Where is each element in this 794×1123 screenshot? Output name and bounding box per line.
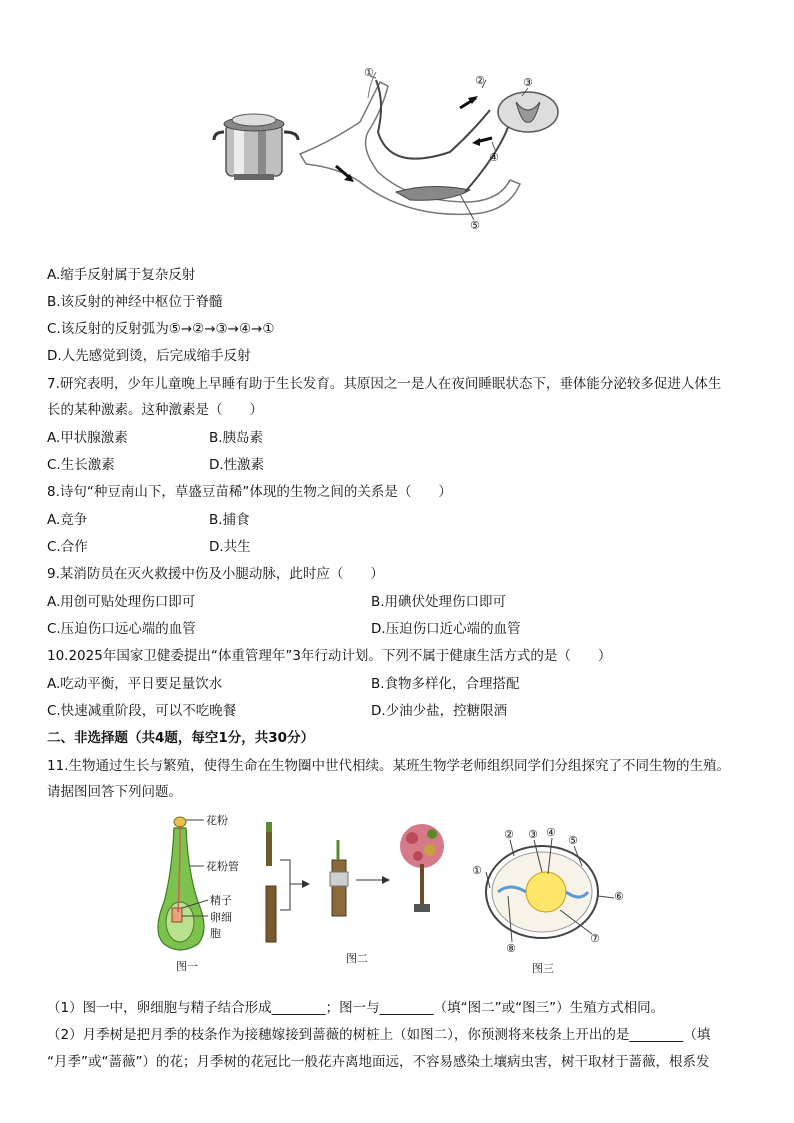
egg-label-6: ⑥ bbox=[614, 890, 624, 903]
q10-option-a: A.吃动平衡，平日要足量饮水 bbox=[47, 676, 223, 692]
q8-stem: 8.诗句“种豆南山下，草盛豆苗稀”体现的生物之间的关系是（ ） bbox=[47, 484, 452, 500]
q9-option-c: C.压迫伤口远心端的血管 bbox=[47, 621, 196, 637]
q9-option-a: A.用创可贴处理伤口即可 bbox=[47, 594, 196, 610]
label-egg-2: 胞 bbox=[210, 927, 221, 940]
q8-option-a: A.竞争 bbox=[47, 512, 88, 528]
label-pollen-tube: 花粉管 bbox=[206, 860, 239, 873]
figure-two bbox=[260, 820, 460, 970]
q11-sub1: （1）图一中，卵细胞与精子结合形成________；图一与________（填“图二”或“图三”）生殖方式相同。 bbox=[47, 1000, 665, 1016]
reflex-arc-figure bbox=[210, 62, 590, 242]
egg-label-5: ⑤ bbox=[568, 834, 578, 847]
q11-sub2-line2: “月季”或“蔷薇”）的花；月季树的花冠比一般花卉离地面远，不容易感染土壤病虫害，树干取材于蔷薇，根系发 bbox=[47, 1054, 710, 1070]
egg-label-8: ⑧ bbox=[506, 942, 516, 955]
q6-option-d: D.人先感觉到烫，后完成缩手反射 bbox=[47, 348, 251, 364]
q10-option-d: D.少油少盐，控糖限酒 bbox=[371, 703, 508, 719]
reflex-label-4: ④ bbox=[489, 151, 499, 164]
figure-one-caption: 图一 bbox=[176, 960, 198, 973]
q7-option-a: A.甲状腺激素 bbox=[47, 430, 128, 446]
q6-option-b: B.该反射的神经中枢位于脊髓 bbox=[47, 294, 223, 310]
reflex-label-1: ① bbox=[364, 66, 374, 79]
grafting-drawing bbox=[260, 820, 460, 970]
egg-label-3: ③ bbox=[528, 828, 538, 841]
q11-stem-line1: 11.生物通过生长与繁殖，使得生命在生物圈中世代相续。某班生物学老师组织同学们分组探究了不同生物的生殖。 bbox=[47, 758, 730, 774]
label-sperm: 精子 bbox=[210, 894, 232, 907]
reflex-label-3: ③ bbox=[523, 76, 533, 89]
reflex-arc-drawing bbox=[210, 62, 590, 242]
q7-stem-line1: 7.研究表明，少年儿童晚上早睡有助于生长发育。其原因之一是人在夜间睡眠状态下，垂体能分泌较多促进人体生 bbox=[47, 376, 722, 392]
q8-option-d: D.共生 bbox=[209, 539, 251, 555]
q6-option-a: A.缩手反射属于复杂反射 bbox=[47, 267, 196, 283]
q9-stem: 9.某消防员在灭火救援中伤及小腿动脉，此时应（ ） bbox=[47, 566, 384, 582]
label-egg-1: 卵细 bbox=[210, 911, 232, 924]
reflex-label-2: ② bbox=[475, 74, 485, 87]
q9-option-b: B.用碘伏处理伤口即可 bbox=[371, 594, 507, 610]
q6-option-c: C.该反射的反射弧为⑤→②→③→④→① bbox=[47, 321, 275, 337]
q9-option-d: D.压迫伤口近心端的血管 bbox=[371, 621, 521, 637]
egg-label-7: ⑦ bbox=[590, 932, 600, 945]
q11-sub2-line1: （2）月季树是把月季的枝条作为接穗嫁接到蔷薇的树桩上（如图二），你预测将来枝条上开出的是________（填 bbox=[47, 1027, 711, 1043]
q7-stem-line2: 长的某种激素。这种激素是（ ） bbox=[47, 402, 263, 418]
label-pollen: 花粉 bbox=[206, 814, 228, 827]
figure-one bbox=[150, 812, 270, 972]
q8-option-c: C.合作 bbox=[47, 539, 88, 555]
q7-option-c: C.生长激素 bbox=[47, 457, 115, 473]
figure-two-caption: 图二 bbox=[346, 952, 368, 965]
q10-stem: 10.2025年国家卫健委提出“体重管理年”3年行动计划。下列不属于健康生活方式的是（ ） bbox=[47, 648, 612, 664]
section-heading: 二、非选择题（共4题，每空1分，共30分） bbox=[47, 730, 315, 746]
q11-stem-line2: 请据图回答下列问题。 bbox=[47, 784, 182, 800]
figure-three-caption: 图三 bbox=[532, 962, 554, 975]
egg-label-2: ② bbox=[504, 828, 514, 841]
figure-three bbox=[470, 826, 640, 976]
q8-option-b: B.捕食 bbox=[209, 512, 250, 528]
q10-option-c: C.快速减重阶段，可以不吃晚餐 bbox=[47, 703, 237, 719]
hot-pot-icon bbox=[214, 114, 298, 180]
q10-option-b: B.食物多样化，合理搭配 bbox=[371, 676, 520, 692]
q7-option-d: D.性激素 bbox=[209, 457, 265, 473]
egg-label-1: ① bbox=[472, 864, 482, 877]
q7-option-b: B.胰岛素 bbox=[209, 430, 264, 446]
reflex-label-5: ⑤ bbox=[470, 219, 480, 232]
egg-label-4: ④ bbox=[546, 826, 556, 839]
